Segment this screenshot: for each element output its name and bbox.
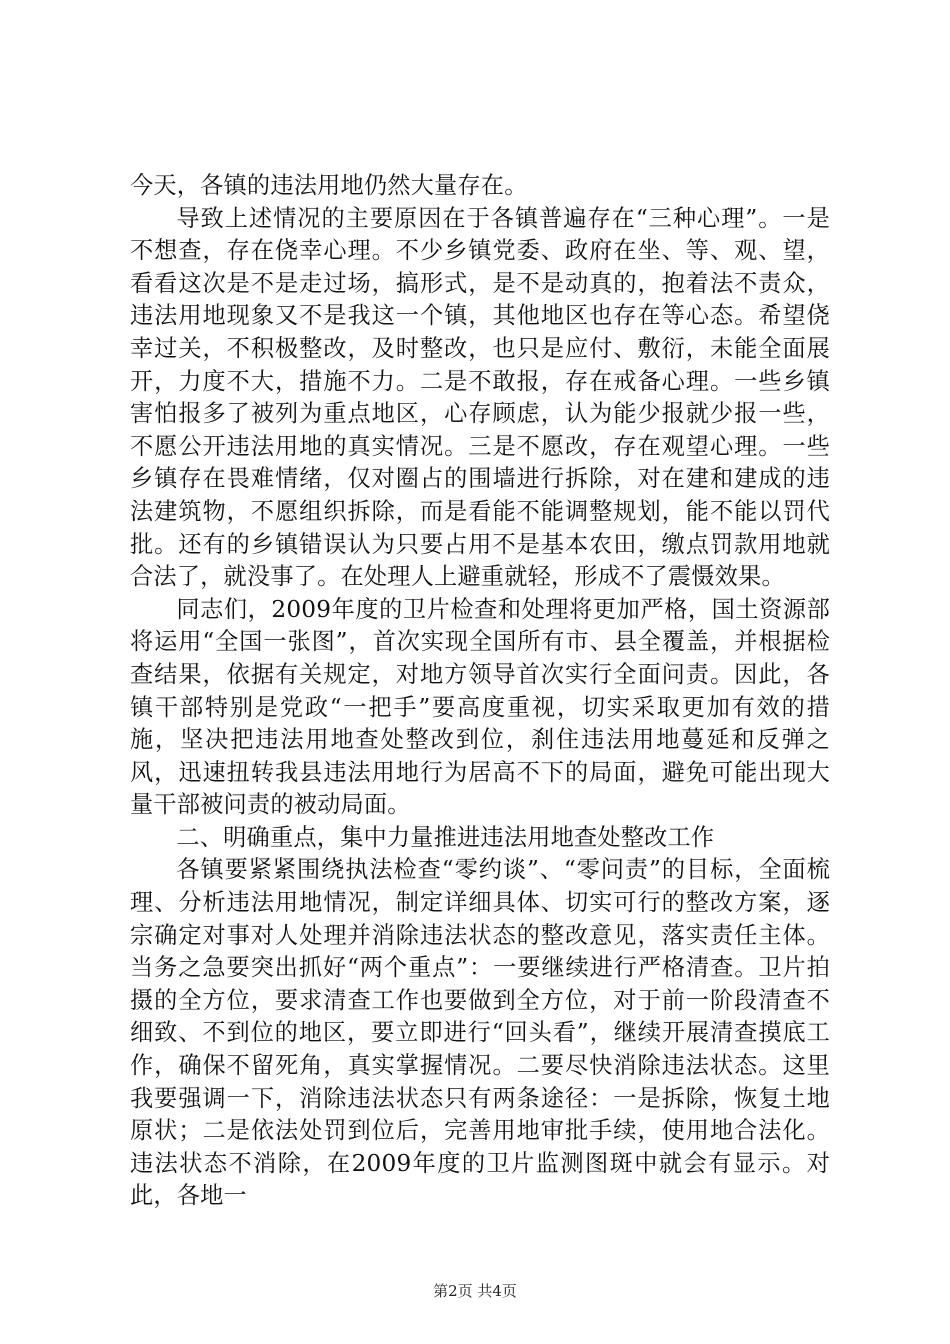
paragraph-three-mentalities: 导致上述情况的主要原因在于各镇普遍存在“三种心理”。一是不想查，存在侥幸心理。不少乡镇党委、政府在坐、等、观、望，看看这次是不是走过场，搞形式，是不是动真的，抱着法不责众，违法用地现象又不是我这一个镇，其他地区也存在等心态。希望侥幸过关，不积极整改，及时整改，也只是应付、敷衍，未能全面展开，力度不大，措施不力。二是不敢报，存在戒备心理。一些乡镇害怕报多了被列为重点地区，心存顾虑，认为能少报就少报一些，不愿公开违法用地的真实情况。三是不愿改，存在观望心理。一些乡镇存在畏难情绪，仅对圈占的围墙进行拆除，对在建和建成的违法建筑物，不愿组织拆除，而是看能不能调整规划，能不能以罚代批。还有的乡镇错误认为只要占用不是基本农田，缴点罚款用地就合法了，就没事了。在处理人上避重就轻，形成不了震慑效果。 [130,204,830,591]
paragraph-continuation: 今天，各镇的违法用地仍然大量存在。 [130,172,528,199]
document-body [130,170,830,1213]
page-number: 第2页 共4页 [433,1282,517,1300]
page-footer [0,1280,950,1301]
section-heading-two: 二、明确重点，集中力量推进违法用地查处整改工作 [176,823,715,851]
paragraph-key-points: 各镇要紧紧围绕执法检查“零约谈”、“零问责”的目标，全面梳理、分析违法用地情况，制定详细具体、切实可行的整改方案，逐宗确定对事对人处理并消除违法状态的整改意见，落实责任主体。当务之急要突出抓好“两个重点”：一要继续进行严格清查。卫片拍摄的全方位，要求清查工作也要做到全方位，对于前一阶段清查不细致、不到位的地区，要立即进行“回头看”，继续开展清查摸底工作，确保不留死角，真实掌握情况。二要尽快消除违法状态。这里我要强调一下，消除违法状态只有两条途径：一是拆除，恢复土地原状；二是依法处罚到位后，完善用地审批手续，使用地合法化。违法状态不消除，在2009年度的卫片监测图斑中就会有显示。对此，各地一 [130,856,830,1210]
paragraph-comrades: 同志们，2009年度的卫片检查和处理将更加严格，国土资源部将运用“全国一张图”，首次实现全国所有市、县全覆盖，并根据检查结果，依据有关规定，对地方领导首次实行全面问责。因此，各镇干部特别是党政“一把手”要高度重视，切实采取更加有效的措施，坚决把违法用地查处整改到位，刹住违法用地蔓延和反弹之风，迅速扭转我县违法用地行为居高不下的局面，避免可能出现大量干部被问责的被动局面。 [130,595,830,819]
